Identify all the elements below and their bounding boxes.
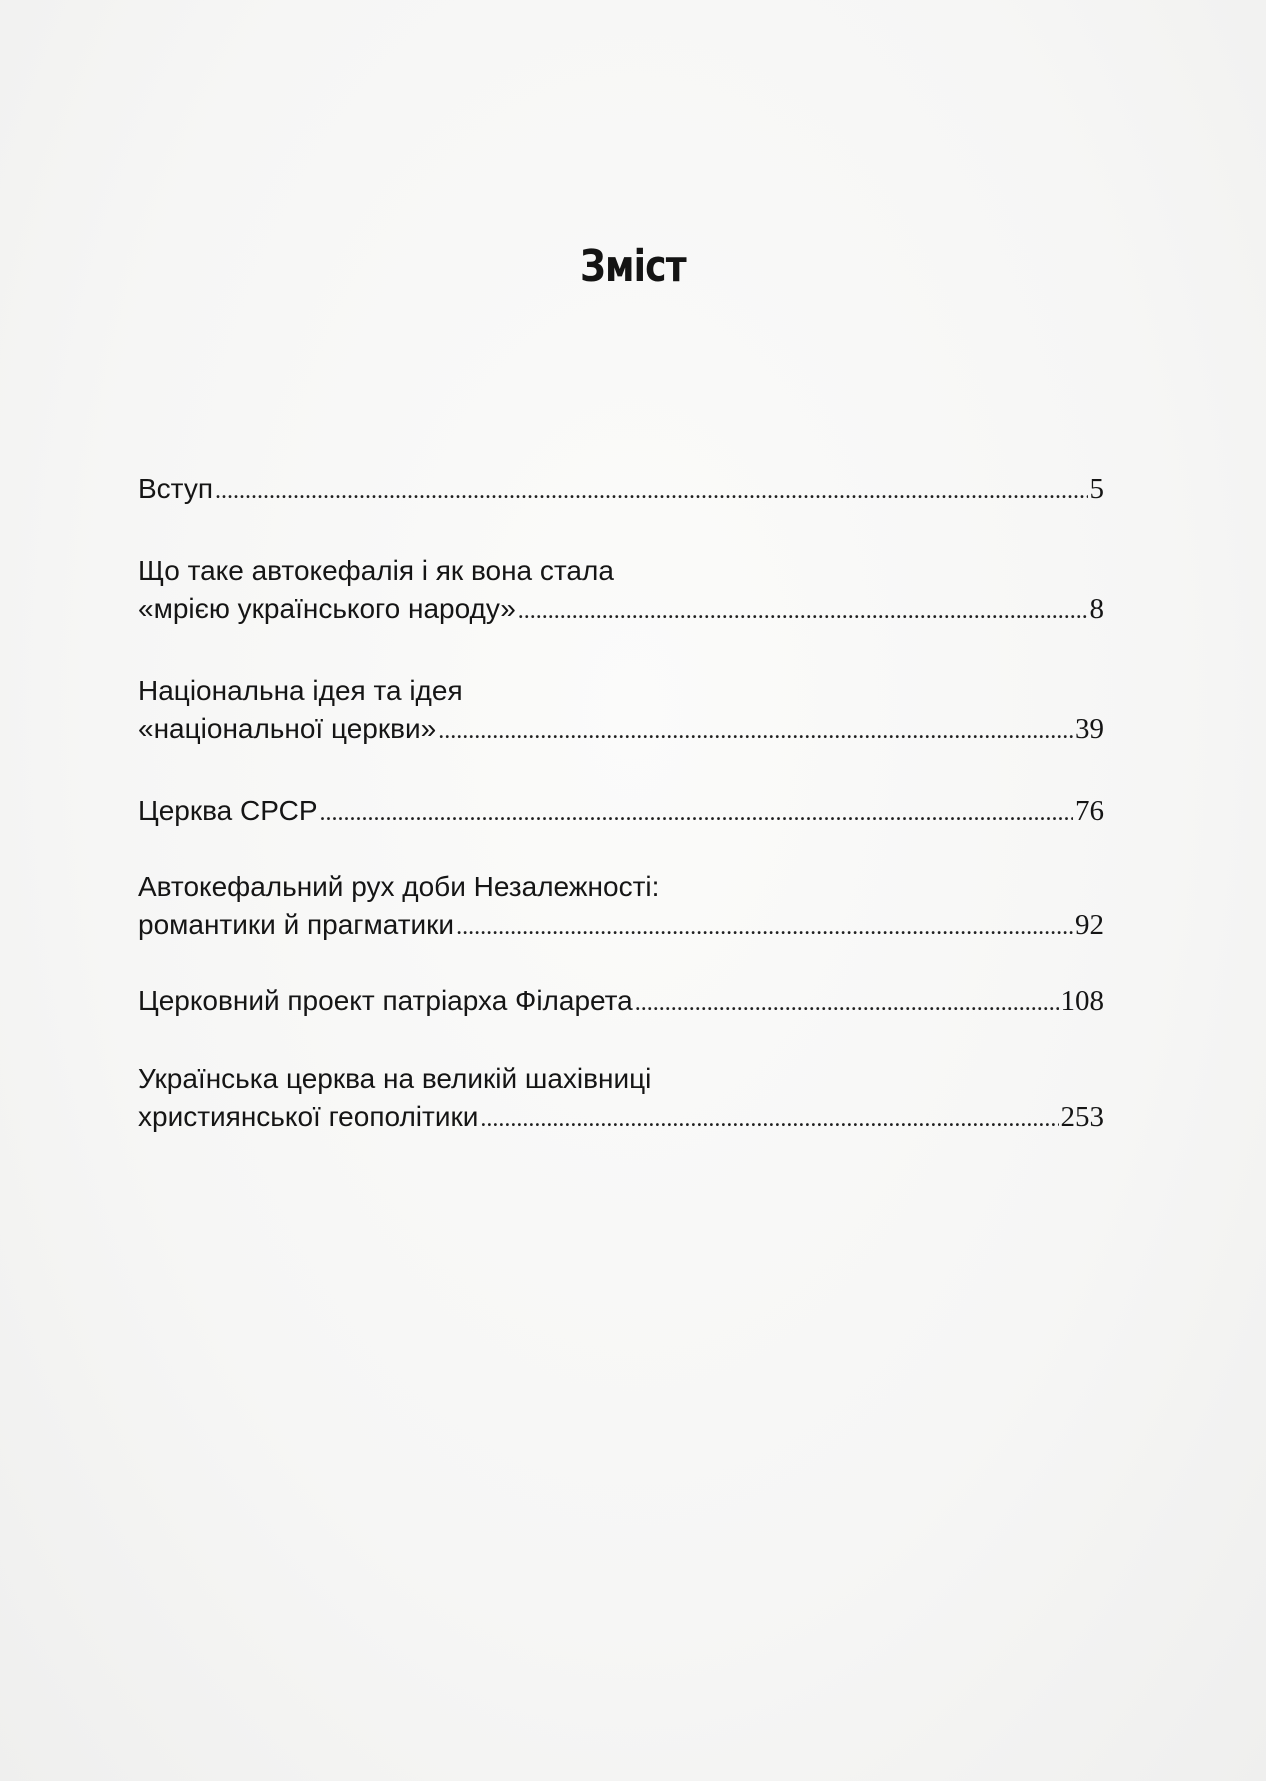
toc-entry-ussr-church[interactable] bbox=[138, 792, 1104, 832]
dot-leader bbox=[518, 592, 1088, 630]
dot-leader bbox=[438, 712, 1073, 750]
toc-entry-title: Національна ідея та ідея bbox=[138, 675, 463, 706]
toc-entry-title-continued: «мрією українського народу» bbox=[138, 593, 516, 624]
toc-entry-title-continued: романтики й прагматики bbox=[138, 909, 455, 940]
page-title: Зміст bbox=[580, 241, 686, 293]
toc-entry-filaret[interactable] bbox=[138, 982, 1104, 1022]
dot-leader bbox=[215, 472, 1088, 510]
toc-entry-intro[interactable] bbox=[138, 470, 1104, 510]
toc-entry-national-idea[interactable] bbox=[138, 672, 1104, 750]
toc-entry-independence[interactable] bbox=[138, 868, 1104, 946]
toc-entry-title-continued: християнської геополітики bbox=[138, 1101, 479, 1132]
toc-page-number: 253 bbox=[1060, 1101, 1104, 1133]
toc-entry-title: Що таке автокефалія і як вона стала bbox=[138, 555, 614, 586]
toc-entry-title: Церковний проект патріарха Філарета bbox=[138, 985, 633, 1016]
toc-page-number: 76 bbox=[1075, 795, 1104, 827]
toc-entry-geopolitics[interactable] bbox=[138, 1060, 1104, 1138]
toc-page-number: 108 bbox=[1060, 985, 1104, 1017]
toc-entry-autocephaly[interactable] bbox=[138, 552, 1104, 630]
dot-leader bbox=[635, 984, 1059, 1022]
toc-entry-title: Церква СРСР bbox=[138, 795, 318, 826]
toc-entry-title: Автокефальний рух доби Незалежності: bbox=[138, 871, 660, 902]
toc-entry-title-continued: «національної церкви» bbox=[138, 713, 437, 744]
dot-leader bbox=[480, 1100, 1058, 1138]
toc-page-number: 39 bbox=[1075, 713, 1104, 745]
dot-leader bbox=[320, 794, 1074, 832]
toc-page-number: 8 bbox=[1089, 593, 1104, 625]
toc-page-number: 5 bbox=[1089, 473, 1104, 505]
toc-entry-title: Українська церква на великій шахівниці bbox=[138, 1063, 652, 1094]
toc-page-number: 92 bbox=[1075, 909, 1104, 941]
dot-leader bbox=[456, 908, 1073, 946]
toc-entry-title: Вступ bbox=[138, 473, 213, 504]
